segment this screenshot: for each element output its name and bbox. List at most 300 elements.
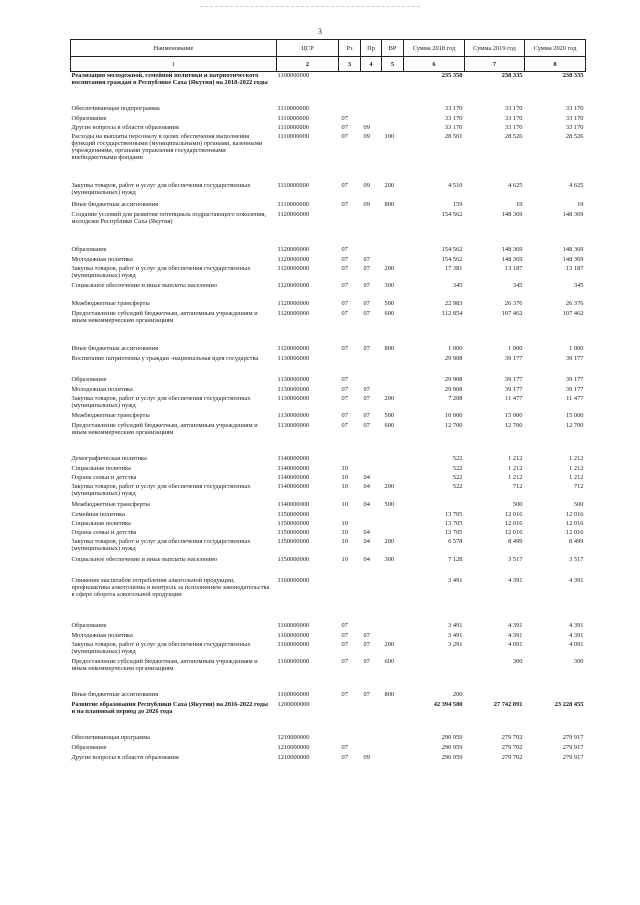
cell-csr: 1100000000: [277, 72, 310, 79]
cell-sum-2020: 279 917: [562, 743, 584, 751]
cell-rz: [339, 577, 361, 622]
cell-sum-2019: 4 391: [508, 621, 523, 629]
cell-rz: 07: [341, 640, 348, 648]
cell-csr: 1130000000: [277, 421, 310, 429]
cell-csr: 1130000000: [277, 375, 310, 383]
cell-sum-2019: 148 369: [501, 255, 523, 263]
cell-pr: 07: [363, 255, 370, 263]
cell-pr: [361, 115, 382, 124]
cell-vr: [382, 520, 404, 529]
cell-pr: [361, 105, 382, 115]
cell-sum-2020: 33 170: [565, 114, 584, 122]
cell-vr: 100: [384, 132, 395, 140]
cell-csr: 1160000000: [277, 690, 310, 698]
cell-csr: 1120000000: [277, 255, 310, 263]
cell-sum-2020: 33 170: [565, 104, 584, 112]
cell-rz: 07: [341, 245, 348, 253]
cell-sum-2020: 4 391: [569, 576, 584, 584]
cell-sum-2018: 200: [452, 690, 463, 698]
table-row: [71, 641, 586, 658]
cell-sum-2018: 29 908: [444, 385, 463, 393]
cell-sum-2019: 39 177: [504, 385, 523, 393]
cell-vr: 600: [384, 309, 395, 317]
cell-sum-2018: 33 170: [444, 123, 463, 131]
cell-csr: 1120000000: [277, 299, 310, 307]
cell-rz: 07: [341, 123, 348, 131]
header-pr: Пр: [361, 40, 382, 57]
cell-rz: 07: [341, 181, 348, 189]
cell-sum-2019: 712: [512, 482, 523, 490]
cell-sum-2018: 6 578: [448, 537, 463, 545]
cell-sum-2020: 28 526: [565, 132, 584, 140]
cell-sum-2018: 42 394 580: [433, 700, 463, 708]
header-name: Наименование: [71, 40, 277, 57]
cell-sum-2019: 15 000: [504, 411, 523, 419]
cell-sum-2018: 12 700: [444, 421, 463, 429]
cell-vr: 200: [384, 181, 395, 189]
cell-csr: 1120000000: [277, 309, 310, 317]
cell-csr: 1160000000: [277, 621, 310, 629]
cell-rz: 10: [341, 464, 348, 472]
cell-rz: 07: [341, 264, 348, 272]
cell-sum-2018: 290 959: [441, 733, 463, 741]
cell-name: Снижение масштабов потребления алкогольной продукции, профилактика алкоголизма и контроль за исполнением законодательства в сфере оборота алкогольной продукции: [71, 576, 270, 598]
cell-vr: [382, 529, 404, 538]
cell-name: Обеспечивающая программа: [71, 733, 151, 741]
header-sum-2019: Сумма 2019 год: [465, 40, 525, 57]
cell-rz: 07: [341, 344, 348, 352]
cell-sum-2020: 4 391: [569, 621, 584, 629]
cell-csr: 1120000000: [277, 344, 310, 352]
cell-name: Расходы на выплаты персоналу в целях обеспечения выполнения функций государственными (муниципальными) органами, казенными учреждениями, органами управления государственными внебюджетными фондами: [71, 132, 263, 161]
cell-pr: [361, 72, 382, 105]
table-row: [71, 246, 586, 256]
cell-pr: 09: [363, 753, 370, 761]
cell-vr: [382, 622, 404, 632]
cell-sum-2020: 12 016: [565, 510, 584, 518]
cell-pr: 09: [363, 123, 370, 131]
cell-sum-2020: 500: [573, 500, 584, 508]
cell-sum-2019: 33 170: [504, 114, 523, 122]
cell-rz: [339, 701, 361, 734]
cell-name: Воспитание патриотизма у граждан -национальная идея государства: [71, 354, 259, 362]
cell-sum-2020: 15 000: [565, 411, 584, 419]
cell-name: Молодежная политика: [71, 631, 133, 639]
cell-rz: [339, 211, 361, 246]
cell-sum-2019: 19: [516, 200, 523, 208]
cell-sum-2019: [465, 691, 525, 701]
cell-sum-2020: 279 917: [562, 753, 584, 761]
cell-vr: 200: [384, 537, 395, 545]
cell-csr: 1120000000: [277, 210, 310, 218]
cell-vr: [382, 256, 404, 265]
cell-csr: 1210000000: [277, 743, 310, 751]
cell-name: Охрана семьи и детства: [71, 473, 137, 481]
cell-csr: 1140000000: [277, 464, 310, 472]
table-row: [71, 133, 586, 182]
cell-name: Обеспечивающая подпрограмма: [71, 104, 160, 112]
cell-pr: 04: [363, 500, 370, 508]
cell-rz: [339, 105, 361, 115]
cell-rz: [339, 511, 361, 520]
cell-sum-2019: 4 391: [508, 631, 523, 639]
cell-sum-2020: 1 000: [569, 344, 584, 352]
cell-name: Предоставление субсидий бюджетным, автономным учреждениям и иным некоммерческим организациям: [71, 309, 258, 324]
cell-sum-2020: 1 212: [569, 473, 584, 481]
cell-vr: 200: [384, 394, 395, 402]
table-row: [71, 345, 586, 355]
cell-sum-2018: 290 959: [441, 743, 463, 751]
cell-sum-2019: 12 700: [504, 421, 523, 429]
cell-vr: 500: [384, 500, 395, 508]
table-row: [71, 455, 586, 465]
colnum-2: 2: [277, 57, 339, 72]
cell-sum-2019: 33 170: [504, 123, 523, 131]
cell-rz: 07: [341, 385, 348, 393]
cell-sum-2018: 3 491: [448, 576, 463, 584]
cell-pr: 04: [363, 537, 370, 545]
cell-csr: 1200000000: [277, 700, 310, 708]
header-sum-2018: Сумма 2018 год: [404, 40, 465, 57]
table-row: [71, 483, 586, 501]
cell-sum-2019: 39 177: [504, 375, 523, 383]
cell-rz: 07: [341, 743, 348, 751]
cell-sum-2019: 148 369: [501, 245, 523, 253]
cell-sum-2019: 238 335: [501, 72, 523, 79]
cell-rz: 10: [341, 482, 348, 490]
cell-sum-2020: 33 170: [565, 123, 584, 131]
cell-sum-2020: 4 625: [569, 181, 584, 189]
cell-sum-2020: 712: [573, 482, 584, 490]
cell-rz: 10: [341, 519, 348, 527]
table-row: [71, 556, 586, 577]
cell-pr: 07: [363, 631, 370, 639]
table-row: [71, 511, 586, 520]
table-row: [71, 182, 586, 201]
cell-sum-2020: 11 477: [566, 394, 584, 402]
cell-pr: [361, 355, 382, 376]
cell-csr: 1160000000: [277, 640, 310, 648]
cell-pr: 07: [363, 690, 370, 698]
colnum-3: 3: [339, 57, 361, 72]
table-row: [71, 520, 586, 529]
table-row: [71, 538, 586, 556]
cell-sum-2020: 148 369: [562, 255, 584, 263]
cell-csr: 1150000000: [277, 528, 310, 536]
cell-pr: 04: [363, 555, 370, 563]
cell-sum-2018: 33 170: [444, 114, 463, 122]
cell-vr: [382, 72, 404, 105]
cell-pr: [361, 246, 382, 256]
cell-sum-2018: 522: [452, 454, 463, 462]
cell-sum-2019: 107 462: [501, 309, 523, 317]
cell-sum-2019: 4 625: [508, 181, 523, 189]
cell-csr: 1120000000: [277, 264, 310, 272]
header-row: [71, 40, 586, 57]
cell-name: Охрана семьи и детства: [71, 528, 137, 536]
cell-vr: [382, 455, 404, 465]
table-row: [71, 465, 586, 474]
cell-csr: 1160000000: [277, 576, 310, 584]
cell-sum-2019: 39 177: [504, 354, 523, 362]
cell-name: Образование: [71, 114, 107, 122]
table-row: [71, 105, 586, 115]
page-number: 3: [318, 27, 322, 36]
cell-sum-2020: 238 335: [562, 72, 584, 79]
cell-sum-2018: 13 705: [444, 528, 463, 536]
cell-sum-2019: 33 170: [504, 104, 523, 112]
cell-sum-2019: 12 016: [504, 528, 523, 536]
cell-vr: 200: [384, 640, 395, 648]
cell-name: Закупка товаров, работ и услуг для обеспечения государственных (муниципальных) нужд: [71, 264, 251, 279]
cell-sum-2018: 154 562: [441, 210, 463, 218]
cell-pr: [361, 511, 382, 520]
cell-pr: 07: [363, 281, 370, 289]
cell-vr: 300: [384, 555, 395, 563]
table-row: [71, 734, 586, 744]
table-row: [71, 124, 586, 133]
cell-name: Семейная политика: [71, 510, 125, 518]
cell-sum-2018: 29 908: [444, 354, 463, 362]
cell-sum-2020: 300: [573, 657, 584, 665]
cell-vr: [382, 474, 404, 483]
cell-sum-2018: 29 908: [444, 375, 463, 383]
cell-vr: [382, 124, 404, 133]
cell-vr: [382, 734, 404, 744]
cell-sum-2018: 3 291: [448, 640, 463, 648]
cell-vr: [382, 465, 404, 474]
cell-name: Иные бюджетные ассигнования: [71, 344, 159, 352]
cell-sum-2018: 112 854: [441, 309, 463, 317]
cell-csr: 1130000000: [277, 385, 310, 393]
cell-name: Молодежная политика: [71, 255, 133, 263]
table-row: [71, 744, 586, 754]
cell-sum-2020: 8 499: [569, 537, 584, 545]
cell-pr: [361, 701, 382, 734]
cell-csr: 1160000000: [277, 657, 310, 665]
cell-rz: 07: [341, 309, 348, 317]
cell-name: Другие вопросы в области образования: [71, 753, 179, 761]
cell-sum-2020: 148 369: [562, 245, 584, 253]
table-row: [71, 282, 586, 300]
cell-vr: [382, 744, 404, 754]
cell-sum-2019: 8 499: [508, 537, 523, 545]
cell-pr: 07: [363, 640, 370, 648]
cell-sum-2019: 27 742 891: [493, 700, 523, 708]
cell-csr: 1130000000: [277, 354, 310, 362]
cell-rz: 07: [341, 394, 348, 402]
cell-rz: 07: [341, 299, 348, 307]
cell-sum-2020: 39 177: [565, 375, 584, 383]
cell-pr: [361, 465, 382, 474]
cell-pr: [361, 211, 382, 246]
cell-rz: 07: [341, 132, 348, 140]
cell-sum-2019: 148 369: [501, 210, 523, 218]
cell-name: Образование: [71, 375, 107, 383]
cell-sum-2018: 235 358: [441, 72, 463, 79]
cell-sum-2018: 3 491: [448, 631, 463, 639]
cell-name: Социальная политика: [71, 464, 131, 472]
cell-rz: 10: [341, 500, 348, 508]
cell-name: Реализация молодежной, семейной политики и патриотического воспитания граждан в Республике Саха (Якутия) на 2018-2022 годы: [71, 72, 268, 86]
cell-rz: [339, 72, 361, 105]
cell-pr: [361, 520, 382, 529]
header-vr: ВР: [382, 40, 404, 57]
cell-sum-2019: 345: [512, 281, 523, 289]
table-row: [71, 701, 586, 734]
cell-pr: 07: [363, 264, 370, 272]
cell-sum-2019: 4 091: [508, 640, 523, 648]
cell-csr: 1150000000: [277, 519, 310, 527]
table-row: [71, 211, 586, 246]
cell-vr: 600: [384, 421, 395, 429]
cell-vr: [382, 577, 404, 622]
colnum-7: 7: [465, 57, 525, 72]
cell-sum-2020: 19: [577, 200, 584, 208]
cell-vr: 600: [384, 657, 395, 665]
cell-csr: 1110000000: [277, 200, 309, 208]
cell-pr: 04: [363, 482, 370, 490]
table-row: [71, 395, 586, 412]
cell-pr: [361, 455, 382, 465]
cell-csr: 1140000000: [277, 473, 310, 481]
cell-pr: 09: [363, 132, 370, 140]
cell-rz: 07: [341, 411, 348, 419]
cell-csr: 1160000000: [277, 631, 310, 639]
cell-pr: 07: [363, 309, 370, 317]
table-row: [71, 376, 586, 386]
cell-sum-2018: 33 170: [444, 104, 463, 112]
header-rz: Рз: [339, 40, 361, 57]
cell-csr: 1210000000: [277, 733, 310, 741]
cell-name: Социальная политика: [71, 519, 131, 527]
cell-name: Развитие образования Республики Саха (Якутия) на 2016-2022 годы и на плановый период до 2026 года: [71, 700, 268, 715]
cell-name: Межбюджетные трансферты: [71, 299, 150, 307]
scan-artifact: [200, 6, 420, 8]
cell-sum-2020: 13 187: [565, 264, 584, 272]
cell-name: Межбюджетные трансферты: [71, 500, 150, 508]
cell-name: Демографическая политика: [71, 454, 147, 462]
cell-rz: 10: [341, 537, 348, 545]
cell-vr: [382, 754, 404, 764]
cell-sum-2020: 107 462: [562, 309, 584, 317]
cell-sum-2018: 522: [452, 482, 463, 490]
cell-vr: 800: [384, 200, 395, 208]
cell-name: Предоставление субсидий бюджетным, автономным учреждениям и иным некоммерческим организациям: [71, 657, 258, 672]
cell-rz: 07: [341, 753, 348, 761]
table-body: [71, 72, 586, 764]
cell-sum-2018: 22 983: [444, 299, 463, 307]
cell-sum-2020: 3 517: [569, 555, 584, 563]
cell-sum-2019: 12 016: [504, 519, 523, 527]
cell-name: Иные бюджетные ассигнования: [71, 690, 159, 698]
cell-vr: 500: [384, 411, 395, 419]
cell-sum-2020: 4 391: [569, 631, 584, 639]
cell-name: Молодежная политика: [71, 385, 133, 393]
cell-rz: 07: [341, 631, 348, 639]
cell-rz: 07: [341, 255, 348, 263]
cell-csr: 1130000000: [277, 394, 310, 402]
cell-vr: [382, 211, 404, 246]
cell-sum-2020: 279 917: [562, 733, 584, 741]
cell-sum-2018: 345: [452, 281, 463, 289]
cell-csr: 1130000000: [277, 411, 310, 419]
table-row: [71, 577, 586, 622]
colnum-6: 6: [404, 57, 465, 72]
cell-sum-2018: 159: [452, 200, 463, 208]
cell-csr: 1110000000: [277, 132, 309, 140]
cell-sum-2020: 345: [573, 281, 584, 289]
cell-rz: 10: [341, 528, 348, 536]
cell-sum-2020: 1 212: [569, 454, 584, 462]
cell-sum-2018: [404, 501, 465, 511]
cell-sum-2018: 154 562: [441, 245, 463, 253]
cell-csr: 1110000000: [277, 181, 309, 189]
cell-sum-2020: 1 212: [569, 464, 584, 472]
cell-rz: [339, 455, 361, 465]
cell-vr: [382, 246, 404, 256]
cell-rz: [339, 734, 361, 744]
cell-sum-2020: 23 228 455: [554, 700, 584, 708]
header-sum-2020: Сумма 2020 год: [525, 40, 586, 57]
cell-name: Предоставление субсидий бюджетным, автономным учреждениям и иным некоммерческим организациям: [71, 421, 258, 436]
cell-sum-2019: 1 000: [508, 344, 523, 352]
cell-rz: 10: [341, 555, 348, 563]
table-row: [71, 412, 586, 422]
cell-rz: 07: [341, 114, 348, 122]
cell-vr: 300: [384, 281, 395, 289]
cell-pr: [361, 577, 382, 622]
cell-csr: 1140000000: [277, 454, 310, 462]
cell-sum-2019: 1 212: [508, 464, 523, 472]
table-header: [71, 40, 586, 72]
cell-rz: 07: [341, 657, 348, 665]
table-row: [71, 201, 586, 211]
cell-sum-2018: 154 562: [441, 255, 463, 263]
cell-rz: 07: [341, 621, 348, 629]
cell-pr: 07: [363, 299, 370, 307]
cell-sum-2019: 279 702: [501, 733, 523, 741]
cell-sum-2019: 13 187: [504, 264, 523, 272]
cell-csr: 1210000000: [277, 753, 310, 761]
cell-rz: 07: [341, 281, 348, 289]
cell-rz: 07: [341, 375, 348, 383]
cell-vr: [382, 386, 404, 395]
cell-name: Социальное обеспечение и иные выплаты населению: [71, 555, 218, 563]
cell-csr: 1150000000: [277, 537, 310, 545]
cell-sum-2020: 4 091: [569, 640, 584, 648]
cell-csr: 1120000000: [277, 245, 310, 253]
cell-sum-2019: 1 212: [508, 454, 523, 462]
cell-vr: 200: [384, 482, 395, 490]
cell-sum-2018: 3 491: [448, 621, 463, 629]
cell-sum-2018: 1 000: [448, 344, 463, 352]
colnum-1: 1: [71, 57, 277, 72]
cell-sum-2018: 13 705: [444, 510, 463, 518]
cell-vr: [382, 115, 404, 124]
budget-table: [70, 39, 586, 764]
cell-sum-2019: 300: [512, 657, 523, 665]
table-row: [71, 115, 586, 124]
table-row: [71, 632, 586, 641]
cell-name: Закупка товаров, работ и услуг для обеспечения государственных (муниципальных) нужд: [71, 537, 251, 552]
cell-vr: 500: [384, 299, 395, 307]
cell-name: Образование: [71, 245, 107, 253]
cell-pr: 07: [363, 344, 370, 352]
cell-pr: 07: [363, 394, 370, 402]
cell-sum-2019: 279 702: [501, 753, 523, 761]
cell-sum-2018: 17 381: [444, 264, 463, 272]
